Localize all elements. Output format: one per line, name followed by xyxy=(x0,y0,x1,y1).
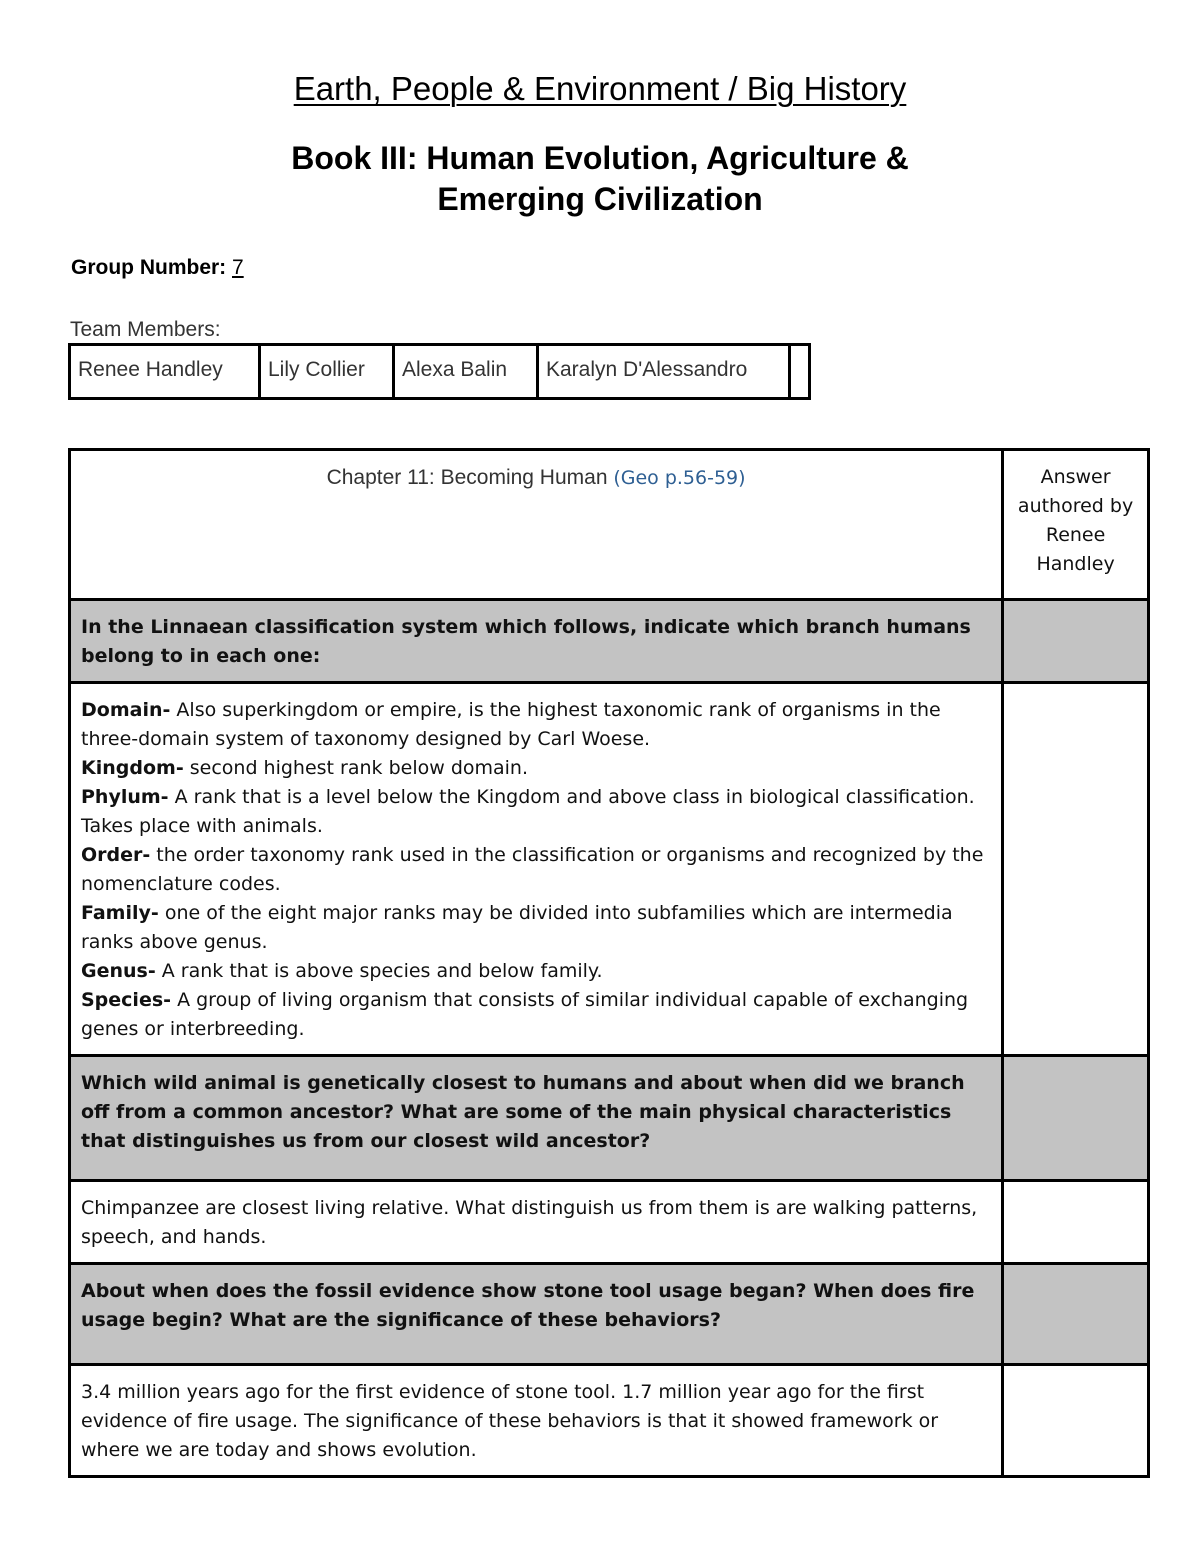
team-member-cell xyxy=(394,345,538,399)
team-member-name: Renee Handley xyxy=(78,358,223,381)
taxonomy-entry-family: Family- one of the eight major ranks may be divided into subfamilies which are intermedia ranks above genus. xyxy=(81,902,953,953)
question-1: In the Linnaean classification system which follows, indicate which branch humans belong to in each one: xyxy=(70,600,1003,683)
answer-row xyxy=(70,683,1149,1056)
author-cell xyxy=(1003,1056,1149,1181)
answer-row xyxy=(70,1181,1149,1264)
team-members-label: Team Members: xyxy=(70,318,221,341)
team-member-cell xyxy=(260,345,394,399)
taxonomy-entry-domain: Domain- Also superkingdom or empire, is the highest taxonomic rank of organisms in the three-domain system of taxonomy designed by Carl Woese. xyxy=(81,699,941,750)
question-row xyxy=(70,600,1149,683)
author-cell xyxy=(1003,1365,1149,1477)
team-member-name: Karalyn D'Alessandro xyxy=(546,358,748,381)
group-number-label: Group Number: xyxy=(71,256,232,279)
book-title-line-2: Emerging Civilization xyxy=(437,181,763,217)
answer-2: Chimpanzee are closest living relative. What distinguish us from them is are walking patterns, speech, and hands. xyxy=(70,1181,1003,1264)
taxonomy-entry-kingdom: Kingdom- second highest rank below domain. xyxy=(81,757,529,779)
answer-3: 3.4 million years ago for the first evidence of stone tool. 1.7 million year ago for the first evidence of fire usage. The significance of these behaviors is that it showed framework or where we are today and shows evolution. xyxy=(70,1365,1003,1477)
question-row xyxy=(70,1264,1149,1365)
group-number-value: 7 xyxy=(232,256,244,279)
taxonomy-entry-order: Order- the order taxonomy rank used in the classification or organisms and recognized by the nomenclature codes. xyxy=(81,844,984,895)
team-member-name: Lily Collier xyxy=(268,358,365,381)
chapter-title: Chapter 11: Becoming Human xyxy=(326,466,614,489)
question-2: Which wild animal is genetically closest to humans and about when did we branch off from a common ancestor? What are some of the main physical characteristics that distinguishes us from our closest wild ancestor? xyxy=(70,1056,1003,1181)
chapter-heading xyxy=(70,450,1003,600)
chapter-question-table xyxy=(68,448,1150,1478)
taxonomy-entry-phylum: Phylum- A rank that is a level below the Kingdom and above class in biological classification. Takes place with animals. xyxy=(81,786,975,837)
team-members-table xyxy=(68,343,811,400)
question-row xyxy=(70,1056,1149,1181)
team-member-empty-cell xyxy=(790,345,810,399)
question-3: About when does the fossil evidence show stone tool usage began? When does fire usage begin? What are the significance of these behaviors? xyxy=(70,1264,1003,1365)
team-member-cell xyxy=(538,345,790,399)
chapter-header-row xyxy=(70,450,1149,600)
author-cell xyxy=(1003,600,1149,683)
group-number xyxy=(71,256,244,280)
answer-1 xyxy=(70,683,1003,1056)
author-cell xyxy=(1003,683,1149,1056)
team-member-name: Alexa Balin xyxy=(402,358,508,381)
author-cell xyxy=(1003,1264,1149,1365)
chapter-page-reference: (Geo p.56-59) xyxy=(613,467,746,489)
taxonomy-entry-genus: Genus- A rank that is above species and below family. xyxy=(81,960,603,982)
author-cell xyxy=(1003,1181,1149,1264)
book-title xyxy=(0,138,1200,220)
book-title-line-1: Book III: Human Evolution, Agriculture & xyxy=(291,140,909,176)
answer-row xyxy=(70,1365,1149,1477)
team-member-cell xyxy=(70,345,260,399)
answer-author-header: Answer authored by Renee Handley xyxy=(1003,450,1149,600)
taxonomy-entry-species: Species- A group of living organism that consists of similar individual capable of exchanging genes or interbreeding. xyxy=(81,989,969,1040)
document-title: Earth, People & Environment / Big History xyxy=(293,70,907,107)
